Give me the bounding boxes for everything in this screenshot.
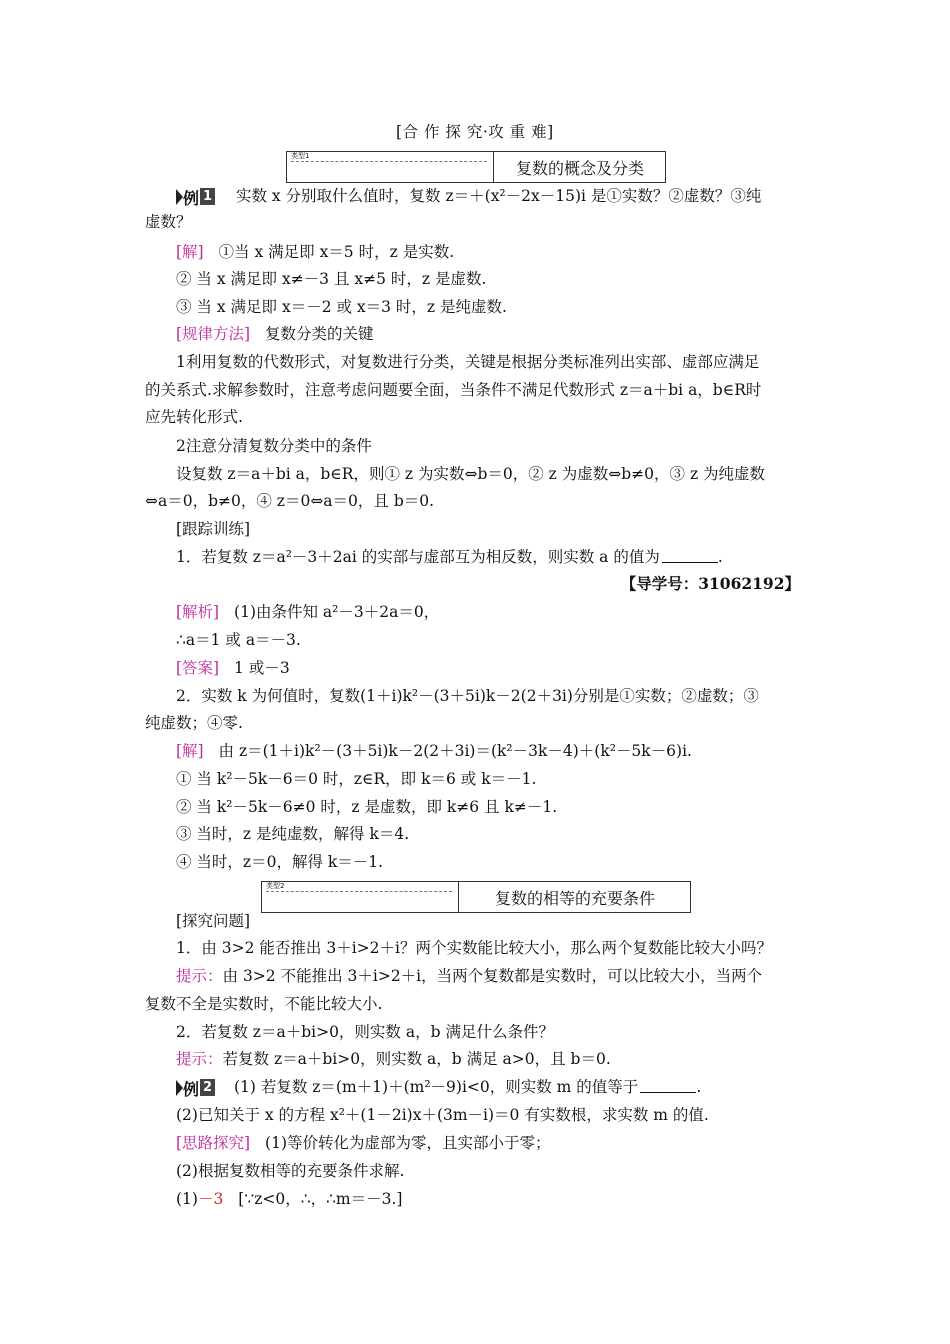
triangle-icon (176, 189, 183, 205)
method-p2-line2: ⇔a＝0，b≠0，④ z＝0⇔a＝0，且 b＝0. (145, 492, 435, 510)
training-solution2-line4: ③ 当时，z 是纯虚数，解得 k＝4. (176, 825, 410, 843)
training-analysis-line1: [解析] (1)由条件知 a²－3＋2a＝0， (176, 603, 440, 621)
method-p1-line1: 1利用复数的代数形式，对复数进行分类，关键是根据分类标准列出实部、虚部应满足 (176, 353, 760, 371)
example2-think-2: (2)根据复数相等的充要条件求解. (176, 1162, 405, 1180)
example2-badge: 例 2 (176, 1079, 215, 1097)
type2-box (261, 881, 691, 913)
explore-hint-1-line1: 提示：由 3>2 不能推出 3＋i>2＋i，当两个复数都是实数时，可以比较大小，当两个 (176, 967, 763, 985)
example1-solution-3: ③ 当 x 满足即 x＝－2 或 x＝3 时，z 是纯虚数. (176, 298, 507, 316)
training-analysis-line2: ∴a＝1 或 a＝－3. (176, 631, 301, 649)
type2-tag: 类型2 (266, 882, 285, 890)
answer-blank (640, 1080, 696, 1093)
example2-question-1: 例 2 (1) 若复数 z＝(m＋1)＋(m²－9)i<0，则实数 m 的值等于 . (176, 1076, 701, 1098)
explore-hint-1-line2: 复数不全是实数时，不能比较大小. (145, 995, 383, 1013)
method-heading: [规律方法] 复数分类的关键 (176, 325, 374, 343)
example2-question-2: (2)已知关于 x 的方程 x²＋(1－2i)x＋(3m－i)＝0 有实数根，求实数 m 的值. (176, 1106, 709, 1124)
explore-heading: [探究问题] (176, 912, 251, 930)
method-p2-title: 2注意分清复数分类中的条件 (176, 437, 372, 455)
training-solution2-line2: ① 当 k²－5k－6＝0 时，z∈R，即 k＝6 或 k＝－1. (176, 770, 537, 788)
example1-solution-2: ② 当 x 满足即 x≠－3 且 x≠5 时，z 是虚数. (176, 270, 487, 288)
training-solution2-line1: [解] 由 z＝(1＋i)k²－(3＋5i)k－2(2＋3i)＝(k²－3k－4)＋(k²－5k－6)i. (176, 742, 692, 760)
explore-question-1: 1．由 3>2 能否推出 3＋i>2＋i？两个实数能比较大小，那么两个复数能比较大小吗？ (176, 939, 772, 957)
method-p1-line2: 的关系式.求解参数时，注意考虑问题要全面，当条件不满足代数形式 z＝a＋bi a，b∈R时 (145, 381, 762, 399)
training-solution2-line3: ② 当 k²－5k－6≠0 时，z 是虚数，即 k≠6 且 k≠－1. (176, 798, 558, 816)
training-question-2-line1: 2．实数 k 为何值时，复数(1＋i)k²－(3＋5i)k－2(2＋3i)分别是①实数；②虚数；③ (176, 687, 759, 705)
method-p2-line1: 设复数 z＝a＋bi a，b∈R，则① z 为实数⇔b＝0，② z 为虚数⇔b≠0，③ z 为纯虚数 (176, 465, 766, 483)
example1-badge: 例 1 (176, 188, 215, 206)
answer-blank (662, 550, 718, 563)
type1-tag: 类型1 (291, 152, 310, 160)
type1-title: 复数的概念及分类 (515, 158, 644, 178)
training-question-2-line2: 纯虚数；④零. (145, 714, 243, 732)
example2-think-1: [思路探究] (1)等价转化为虚部为零，且实部小于零； (176, 1134, 551, 1152)
training-solution2-line5: ④ 当时，z＝0，解得 k＝－1. (176, 853, 384, 871)
example2-answer: (1)－3 [∵z<0，∴，∴m＝－3.] (176, 1190, 403, 1208)
section-header: [合 作 探 究·攻 重 难] (396, 123, 554, 141)
triangle-icon (176, 1080, 183, 1096)
training-question-1: 1．若复数 z＝a²－3＋2ai 的实部与虚部互为相反数，则实数 a 的值为 . (176, 548, 723, 566)
example1-question-line2: 虚数？ (145, 213, 192, 231)
method-p1-line3: 应先转化形式. (145, 408, 243, 426)
example1-solution-1: [解] ①当 x 满足即 x＝5 时，z 是实数. (176, 243, 455, 261)
explore-question-2: 2．若复数 z＝a＋bi>0，则实数 a，b 满足什么条件？ (176, 1023, 554, 1041)
guide-number: 【导学号：31062192】 (620, 574, 800, 593)
explore-hint-2: 提示：若复数 z＝a＋bi>0，则实数 a，b 满足 a>0，且 b＝0. (176, 1050, 611, 1068)
type1-box (286, 151, 666, 183)
training-answer: [答案] 1 或－3 (176, 659, 290, 677)
training-heading: [跟踪训练] (176, 520, 251, 538)
type2-title: 复数的相等的充要条件 (494, 888, 655, 908)
example1-question-line1: 例 1 实数 x 分别取什么值时，复数 z＝＋(x²－2x－15)i 是①实数？②虚数？③纯 (176, 185, 761, 207)
